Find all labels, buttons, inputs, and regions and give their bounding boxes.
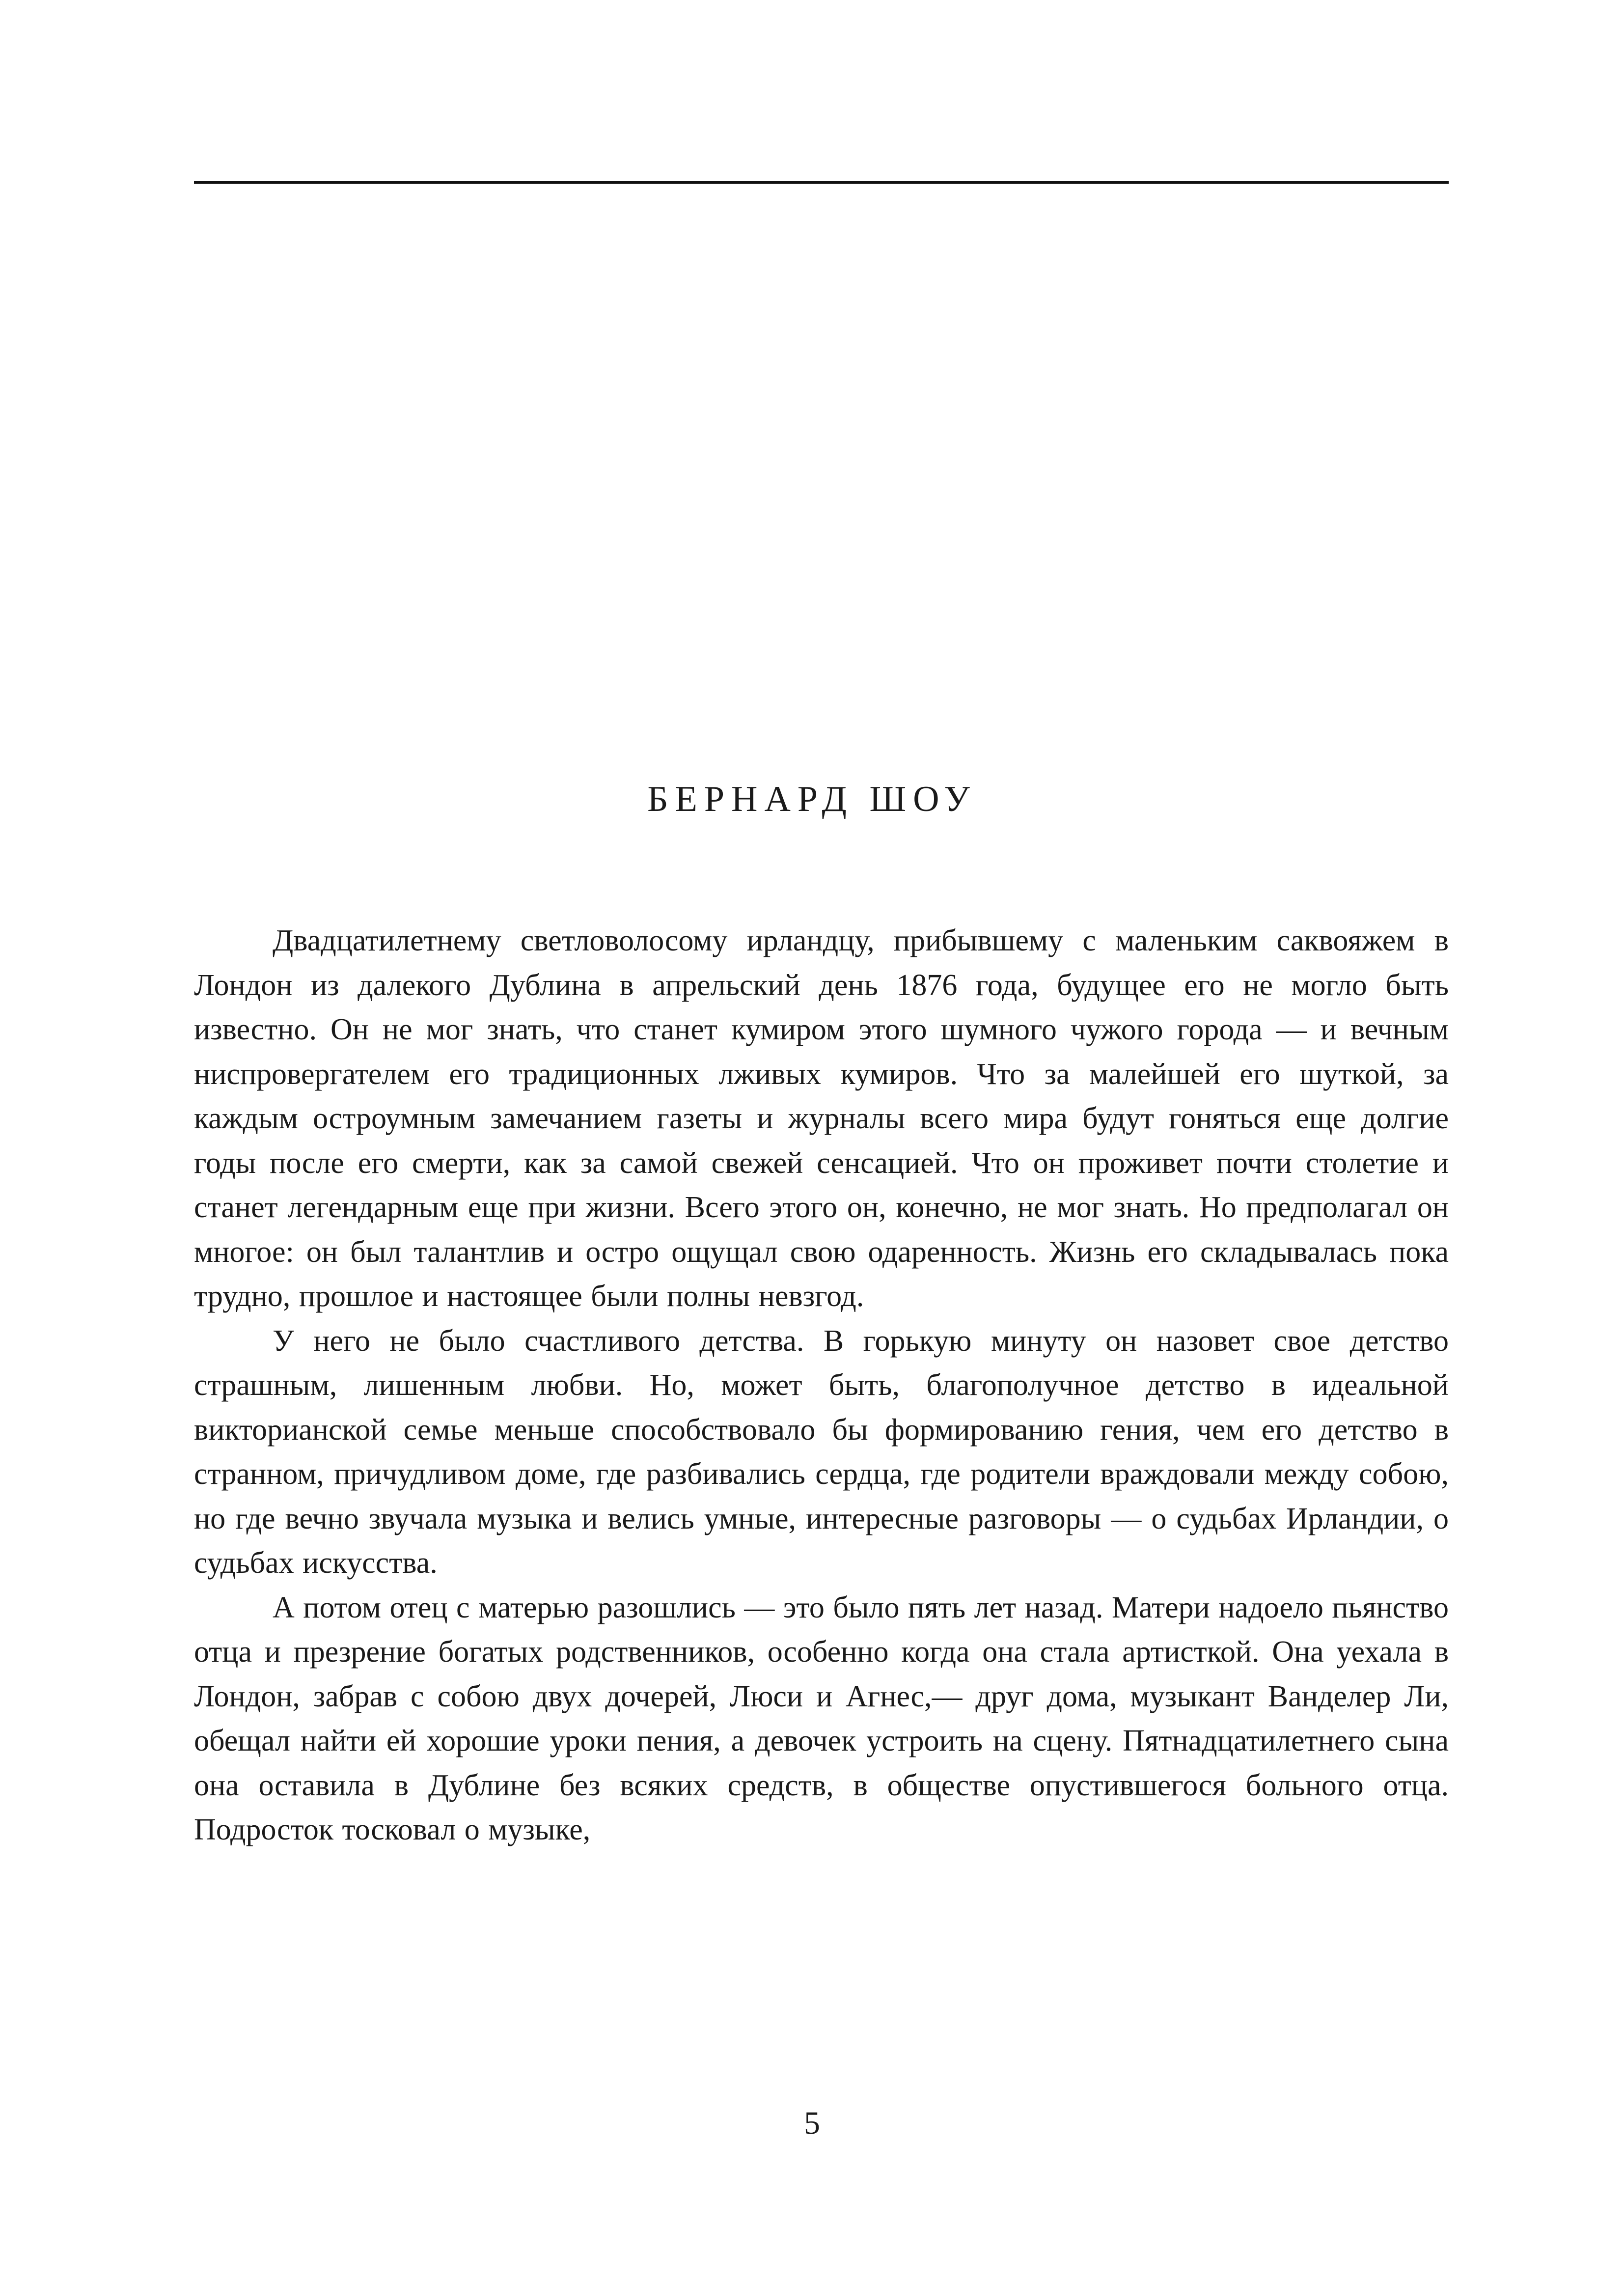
chapter-title: БЕРНАРД ШОУ xyxy=(647,779,977,819)
paragraph-2: У него не было счастливого детства. В горькую минуту он назовет свое детство страшным, лишенным любви. Но, может быть, благополучное детство в идеальной викторианской семье меньше способствовало бы формированию гения, чем его детство в странном, причудливом доме, где разбивались сердца, где родители враждовали между собою, но где вечно звучала музыка и велись умные, интересные разговоры — о судьбах Ирландии, о судьбах искусства. xyxy=(194,1324,1449,1580)
top-rule xyxy=(194,181,1449,184)
body-text xyxy=(194,919,1449,1852)
paragraph-1: Двадцатилетнему светловолосому ирландцу, прибывшему с маленьким саквояжем в Лондон из далекого Дублина в апрельский день 1876 года, будущее его не могло быть известно. Он не мог знать, что станет кумиром этого шумного чужого города — и вечным ниспровергателем его традиционных лживых кумиров. Что за малейшей его шуткой, за каждым остроумным замечанием газеты и журналы всего мира будут гоняться еще долгие годы после его смерти, как за самой свежей сенсацией. Что он проживет почти столетие и станет легендарным еще при жизни. Всего этого он, конечно, не мог знать. Но предполагал он многое: он был талантлив и остро ощущал свою одаренность. Жизнь его складывалась пока трудно, прошлое и настоящее были полны невзгод. xyxy=(194,924,1449,1313)
page-number: 5 xyxy=(804,2105,820,2141)
paragraph-3: А потом отец с матерью разошлись — это было пять лет назад. Матери надоело пьянство отца и презрение богатых родственников, особенно когда она стала артисткой. Она уехала в Лондон, забрав с собою двух дочерей, Люси и Агнес,— друг дома, музыкант Ванделер Ли, обещал найти ей хорошие уроки пения, а девочек устроить на сцену. Пятнадцатилетнего сына она оставила в Дублине без всяких средств, в обществе опустившегося больного отца. Подросток тосковал о музыке, xyxy=(194,1590,1449,1846)
